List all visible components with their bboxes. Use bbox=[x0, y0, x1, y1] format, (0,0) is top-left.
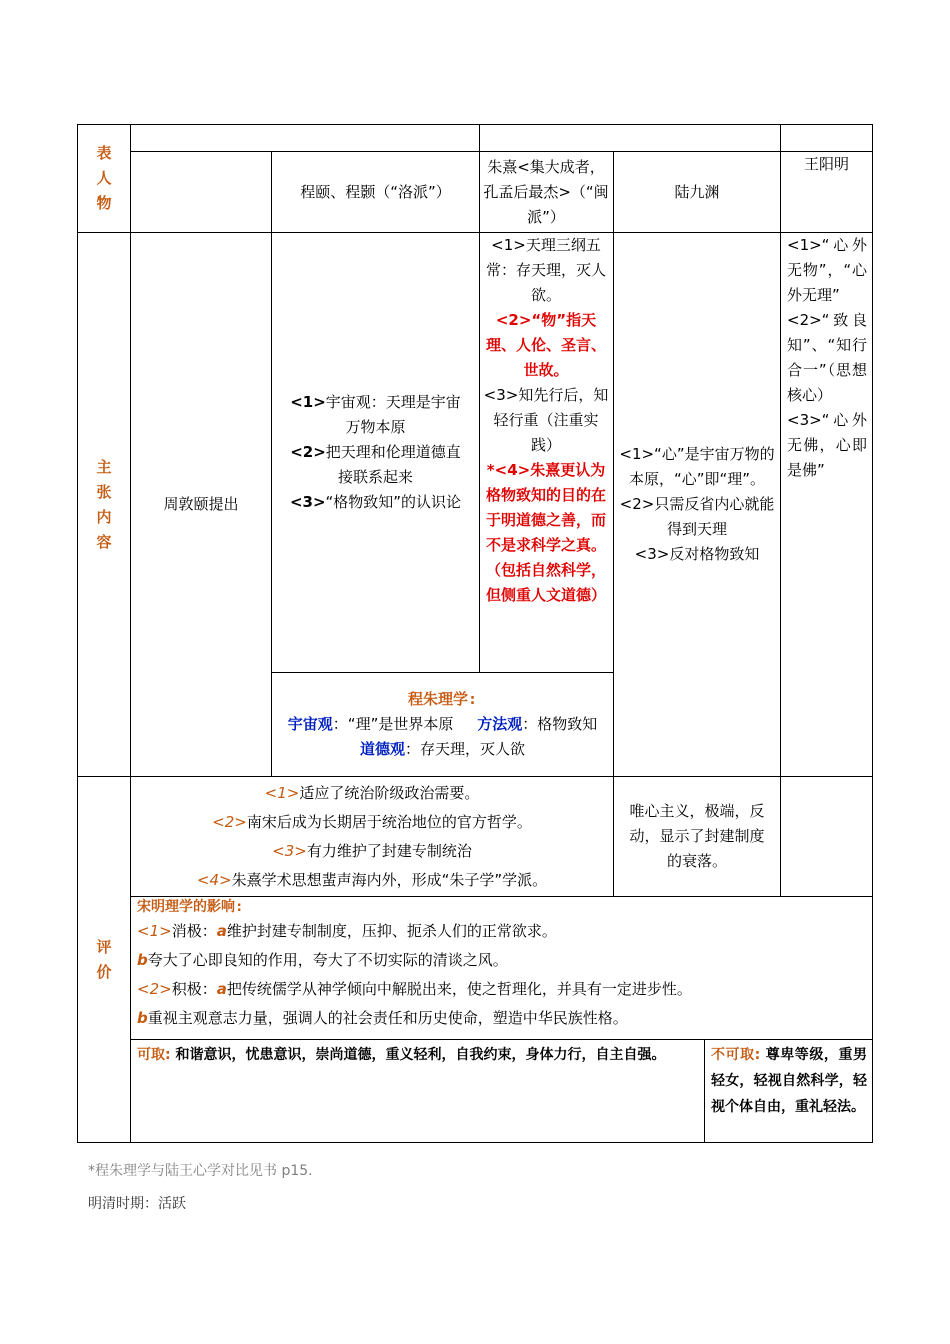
lu-point-3: <3>反对格物致知 bbox=[634, 545, 760, 563]
label-char: 物 bbox=[96, 194, 112, 212]
chengzhu-line-2: 道德观：存天理，灭人欲 bbox=[359, 740, 526, 758]
footnote-comparison: *程朱理学与陆王心学对比见书 p15. bbox=[88, 1163, 313, 1179]
influence-title: 宋明理学的影响: bbox=[137, 899, 244, 915]
zhu-point-4: *<4>朱熹更认为格物致知的目的在于明道德之善，而不是求科学之真。（包括自然科学，但侧重人文道德） bbox=[485, 461, 606, 604]
label-char: 张 bbox=[96, 482, 112, 501]
cheng-point-1: <1>宇宙观：天理是宇宙万物本原 bbox=[290, 393, 461, 436]
lu-point-1: <1>“心”是宇宙万物的本原，“心”即“理”。 bbox=[619, 445, 775, 488]
label-char: 表 bbox=[96, 144, 112, 162]
comparison-table bbox=[77, 124, 873, 1143]
content-lu bbox=[619, 233, 775, 776]
eval-item-3: <3>有力维护了封建专制统治 bbox=[272, 841, 472, 860]
demerits-cell bbox=[711, 1042, 867, 1142]
chengzhu-line-1: 宇宙观：“理”是世界本原 方法观：格物致知 bbox=[287, 715, 598, 733]
label-char: 容 bbox=[96, 532, 112, 551]
wang-point-2: <2>“致良知”、“知行合一”（思想核心） bbox=[787, 311, 867, 404]
zhu-point-3: <3>知先行后，知轻行重（注重实践） bbox=[483, 386, 609, 454]
label-char: 价 bbox=[96, 962, 112, 981]
merits-label: 可取: bbox=[137, 1047, 171, 1063]
demerits-text: 尊卑等级，重男轻女，轻视自然科学，轻视个体自由，重礼轻法。 bbox=[711, 1047, 868, 1115]
label-daibiao bbox=[78, 125, 130, 232]
zhu-point-2: <2>“物”指天理、人伦、圣言、世故。 bbox=[485, 311, 606, 379]
wang-point-3: <3>“心外无佛，心即是佛” bbox=[787, 411, 867, 479]
influence-negative-a: <1>消极：a维护封建专制制度，压抑、扼杀人们的正常欲求。 bbox=[137, 922, 557, 940]
header-cheng: 程颐、程颢（“洛派”） bbox=[300, 182, 451, 201]
evaluation-luwang: 唯心主义，极端，反动，显示了封建制度的衰落。 bbox=[629, 802, 765, 870]
content-zhuxi bbox=[483, 233, 609, 672]
merits-cell bbox=[137, 1042, 697, 1142]
label-zhuzhang bbox=[78, 233, 130, 776]
header-lu: 陆九渊 bbox=[674, 182, 720, 201]
cheng-point-3: <3>“格物致知”的认识论 bbox=[289, 493, 462, 511]
chengzhu-title: 程朱理学: bbox=[407, 690, 478, 708]
eval-item-4: <4>朱熹学术思想蜚声海内外，形成“朱子学”学派。 bbox=[196, 870, 548, 889]
influence-negative-b: b夸大了心即良知的作用，夸大了不切实际的清谈之风。 bbox=[137, 951, 508, 969]
label-char: 主 bbox=[96, 457, 112, 476]
header-wang: 王阳明 bbox=[803, 155, 849, 173]
eval-item-1: <1>适应了统治阶级政治需要。 bbox=[264, 783, 480, 802]
label-char: 人 bbox=[96, 169, 112, 187]
content-cheng bbox=[272, 233, 479, 672]
evaluation-chengzhu bbox=[131, 777, 613, 896]
content-wang bbox=[787, 233, 867, 776]
label-char: 内 bbox=[96, 507, 112, 526]
zhu-point-1: <1>天理三纲五常：存天理，灭人欲。 bbox=[485, 236, 606, 304]
influence-positive-b: b重视主观意志力量，强调人的社会责任和历史使命，塑造中华民族性格。 bbox=[137, 1009, 628, 1027]
header-zhuxi: 朱熹<集大成者，孔孟后最杰>（“闽派”） bbox=[483, 157, 609, 226]
wang-point-1: <1>“心外无物”，“心外无理” bbox=[787, 236, 867, 304]
cheng-point-2: <2>把天理和伦理道德直接联系起来 bbox=[290, 443, 461, 486]
content-zhou: 周敦颐提出 bbox=[163, 495, 239, 513]
label-char: 评 bbox=[96, 937, 112, 956]
influence-section bbox=[137, 897, 867, 1039]
eval-item-2: <2>南宋后成为长期居于统治地位的官方哲学。 bbox=[212, 812, 532, 831]
footnote-mingqing: 明清时期：活跃 bbox=[88, 1196, 186, 1212]
merits-text: 和谐意识，忧患意识，崇尚道德，重义轻利，自我约束，身体力行，自主自强。 bbox=[170, 1047, 666, 1063]
lu-point-2: <2>只需反省内心就能得到天理 bbox=[619, 495, 775, 538]
influence-positive-a: <2>积极：a把传统儒学从神学倾向中解脱出来，使之哲理化，并具有一定进步性。 bbox=[137, 980, 692, 998]
demerits-label: 不可取: bbox=[711, 1047, 761, 1063]
chengzhu-summary bbox=[272, 673, 613, 776]
label-pingjia bbox=[78, 777, 130, 1142]
